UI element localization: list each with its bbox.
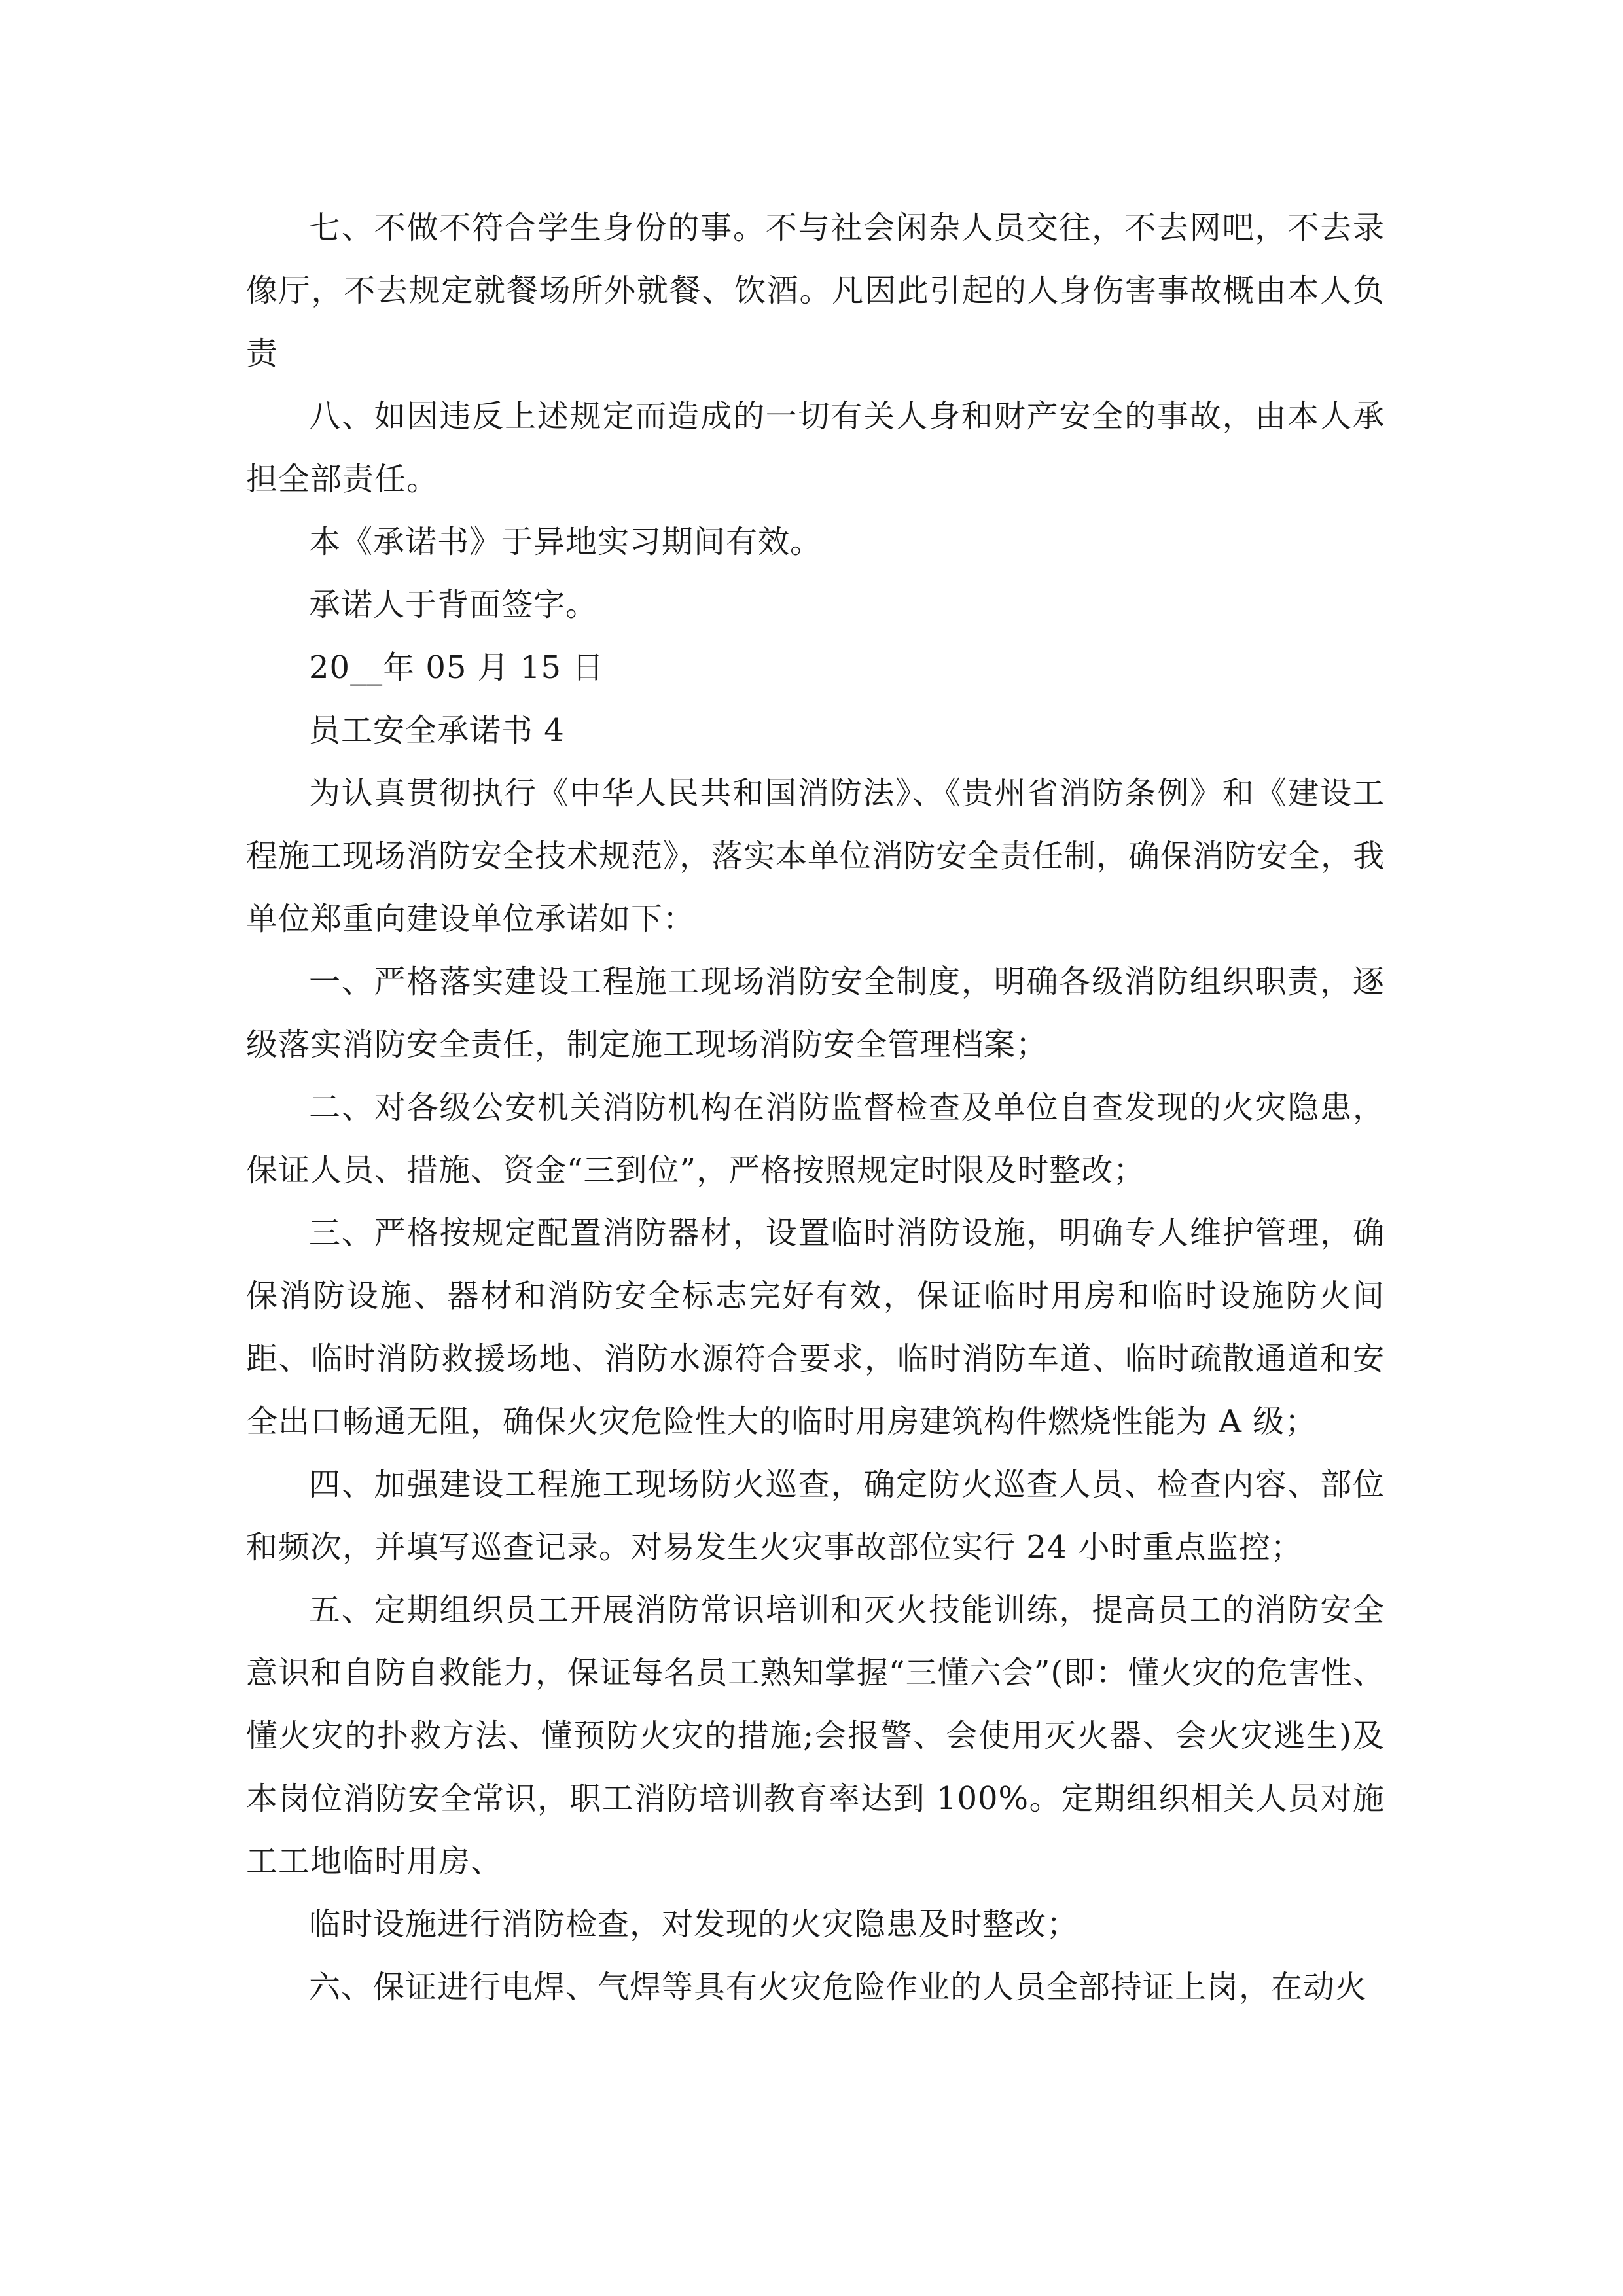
section-title: 员工安全承诺书 4	[309, 712, 565, 749]
clause-2: 二、对各级公安机关消防机构在消防监督检查及单位自查发现的火灾隐患，保证人员、措施、资金“三到位”，严格按照规定时限及时整改；	[246, 1089, 1385, 1189]
clause-3: 三、严格按规定配置消防器材，设置临时消防设施，明确专人维护管理，确保消防设施、器材和消防安全标志完好有效，保证临时用房和临时设施防火间距、临时消防救援场地、消防水源符合要求，临时消防车道、临时疏散通道和安全出口畅通无阻，确保火灾危险性大的临时用房建筑构件燃烧性能为 A 级；	[246, 1215, 1385, 1440]
clause-5-continuation: 临时设施进行消防检查，对发现的火灾隐患及时整改；	[309, 1906, 1079, 1943]
paragraph-7: 七、不做不符合学生身份的事。不与社会闲杂人员交往，不去网吧，不去录像厅，不去规定就餐场所外就餐、饮酒。凡因此引起的人身伤害事故概由本人负责	[246, 209, 1385, 372]
date-line: 20__年 05 月 15 日	[309, 649, 605, 686]
paragraph-8: 八、如因违反上述规定而造成的一切有关人身和财产安全的事故，由本人承担全部责任。	[246, 398, 1385, 497]
signature-note: 承诺人于背面签字。	[309, 586, 598, 623]
clause-6: 六、保证进行电焊、气焊等具有火灾危险作业的人员全部持证上岗，在动火	[309, 1969, 1368, 2005]
clause-1: 一、严格落实建设工程施工现场消防安全制度，明确各级消防组织职责，逐级落实消防安全责任，制定施工现场消防安全管理档案；	[246, 963, 1385, 1063]
clause-5: 五、定期组织员工开展消防常识培训和灭火技能训练，提高员工的消防安全意识和自防自救能力，保证每名员工熟知掌握“三懂六会”(即：懂火灾的危害性、懂火灾的扑救方法、懂预防火灾的措施;会报警、会使用灭火器、会火灾逃生)及本岗位消防安全常识，职工消防培训教育率达到 100%。定期组织相关人员对施工工地临时用房、	[246, 1592, 1385, 1880]
document-body	[246, 196, 1385, 2018]
clause-4: 四、加强建设工程施工现场防火巡查，确定防火巡查人员、检查内容、部位和频次，并填写巡查记录。对易发生火灾事故部位实行 24 小时重点监控；	[246, 1466, 1385, 1566]
validity-note: 本《承诺书》于异地实习期间有效。	[309, 524, 823, 560]
intro-paragraph: 为认真贯彻执行《中华人民共和国消防法》、《贵州省消防条例》和《建设工程施工现场消防安全技术规范》，落实本单位消防安全责任制，确保消防安全，我单位郑重向建设单位承诺如下：	[246, 775, 1385, 937]
